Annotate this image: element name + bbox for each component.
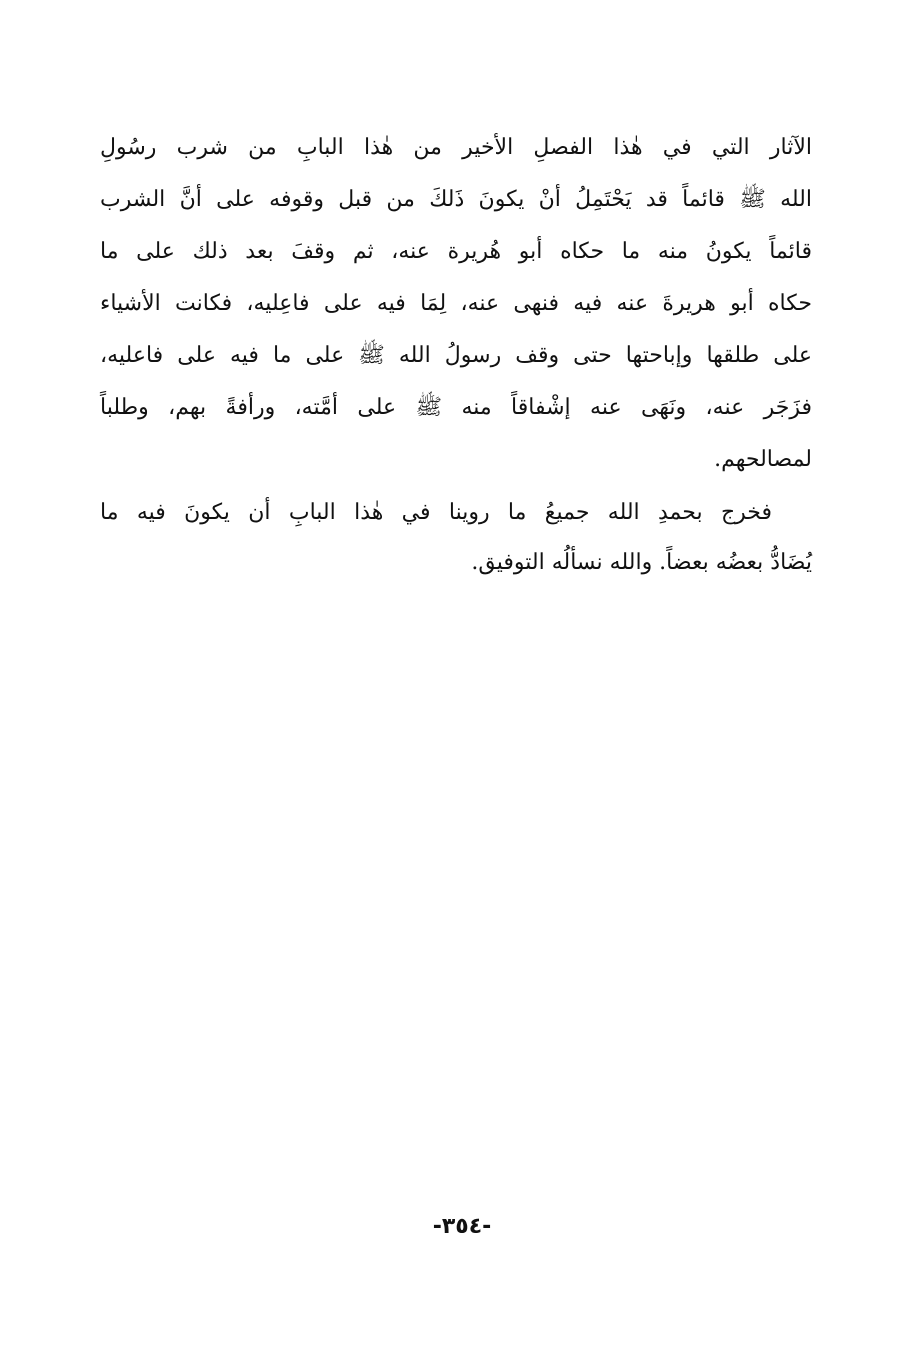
text-line: فخرج بحمدِ الله جميعُ ما روينا في هٰذا البابِ أن يكونَ فيه ما xyxy=(100,500,772,525)
text-line: الآثار التي في هٰذا الفصلِ الأخير من هٰذا البابِ من شرب رسُولِ xyxy=(100,135,812,160)
paragraph-conclusion xyxy=(100,488,812,588)
text-line: على طلقها وإباحتها حتى وقف رسولُ الله ﷺ على ما فيه على فاعليه، xyxy=(100,343,812,368)
text-line: الله ﷺ قائماً قد يَحْتَمِلُ أنْ يكونَ ذَلكَ من قبل وقوفه على أنَّ الشرب xyxy=(100,187,812,212)
text-line: حكاه أبو هريرةَ عنه فيه فنهى عنه، لِمَا فيه على فاعِليه، فكانت الأشياء xyxy=(100,291,812,316)
page-number: -٣٥٤- xyxy=(432,1214,492,1239)
paragraph-main xyxy=(100,122,812,486)
text-line: قائماً يكونُ منه ما حكاه أبو هُريرة عنه، ثم وقفَ بعد ذلك على ما xyxy=(100,239,812,264)
text-line: يُضَادُّ بعضُه بعضاً. والله نسألُه التوفيق. xyxy=(471,550,812,575)
text-line: لمصالحهم. xyxy=(714,447,812,472)
text-line: فزَجَر عنه، ونَهَى عنه إشْفاقاً منه ﷺ على أمَّته، ورأفةً بهم، وطلباً xyxy=(100,395,812,420)
